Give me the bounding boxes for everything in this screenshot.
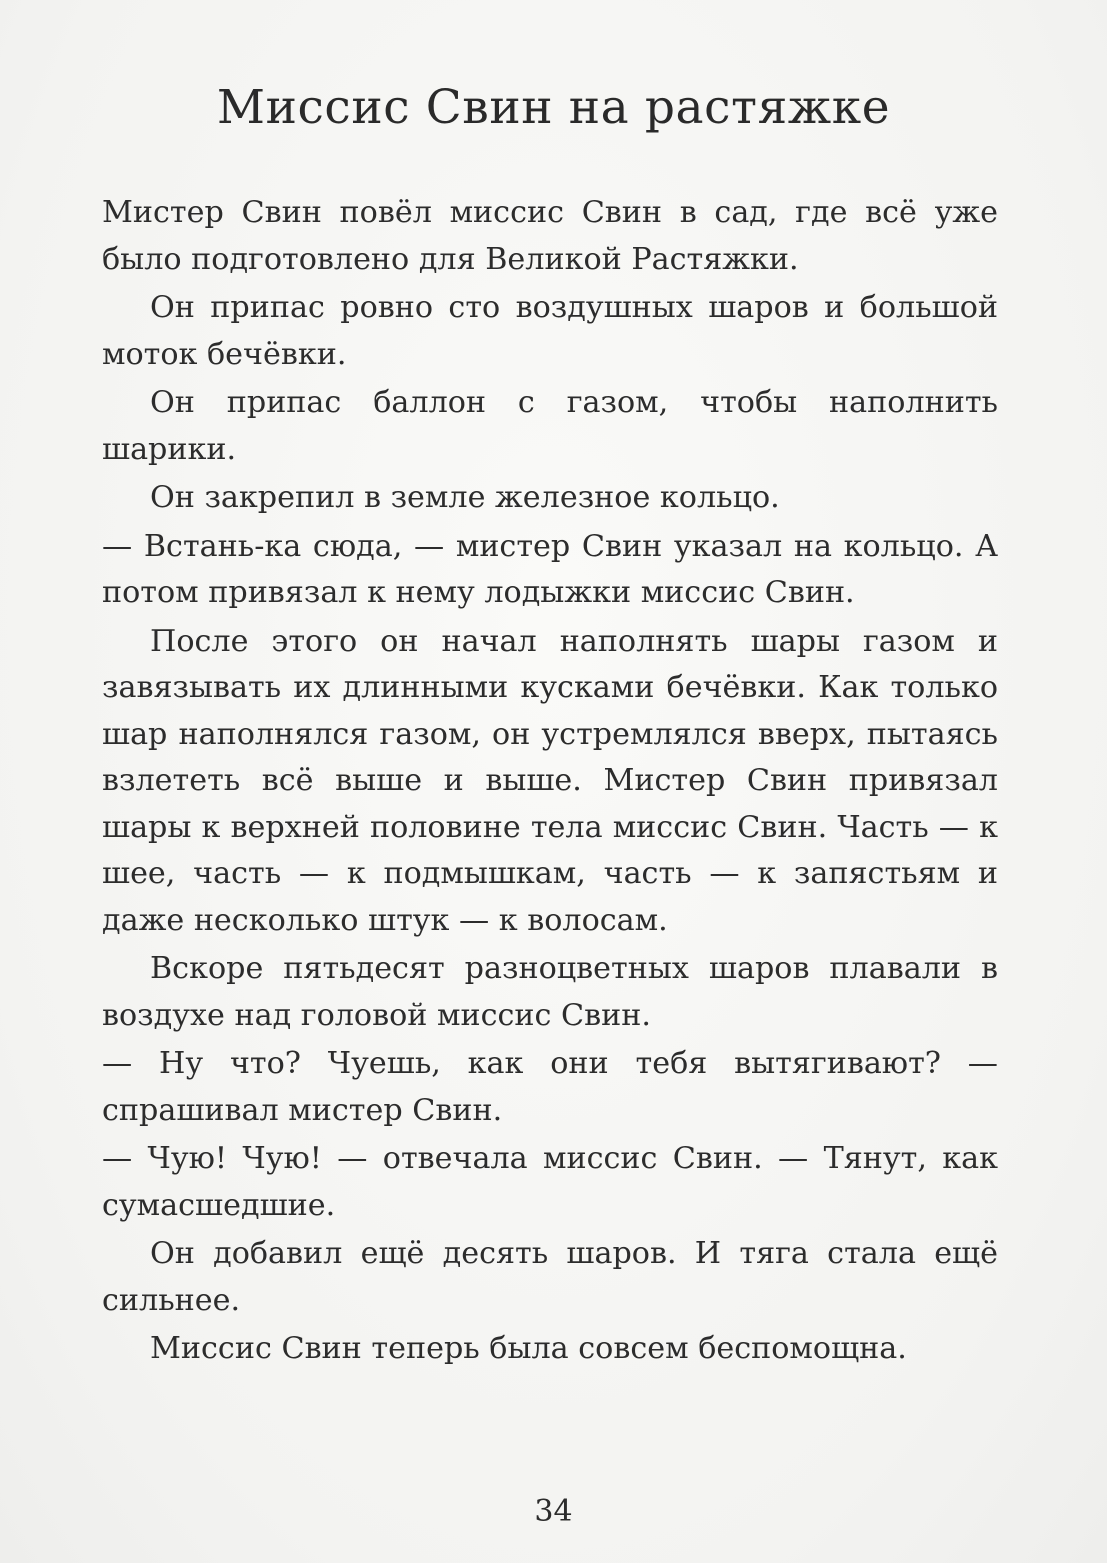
paragraph: Он добавил ещё десять шаров. И тяга стала ещё сильнее. (102, 1236, 998, 1318)
paragraph: Миссис Свин теперь была совсем беспомощна. (150, 1331, 907, 1366)
paragraph: После этого он начал наполнять шары газом и завязывать их длинными кусками бечёвки. Как только шар наполнялся газом, он устремлялся вверх, пытаясь взлететь всё выше и выше. Мистер Свин привязал шары к верхней половине тела миссис Свин. Часть — к шее, часть — к подмышкам, часть — к запястьям и даже несколько штук — к волосам. (102, 623, 998, 938)
paragraph: Вскоре пятьдесят разноцветных шаров плавали в воздухе над головой миссис Свин. (102, 951, 998, 1033)
paragraph: Он закрепил в земле железное кольцо. (150, 480, 780, 515)
paragraph: Мистер Свин повёл миссис Свин в сад, где всё уже было подготовлено для Великой Растяжки. (102, 195, 998, 277)
paragraph: Он припас ровно сто воздушных шаров и большой моток бечёвки. (102, 290, 998, 372)
body-text (102, 190, 998, 1373)
chapter-title: Миссис Свин на растяжке (216, 80, 891, 135)
dialogue-paragraph: — Чую! Чую! — отвечала миссис Свин. — Тянут, как сумасшедшие. (102, 1141, 998, 1223)
dialogue-paragraph: — Ну что? Чуешь, как они тебя вытягивают? — спрашивал мистер Свин. (102, 1046, 998, 1128)
dialogue-paragraph: — Встань-ка сюда, — мистер Свин указал на кольцо. А потом привязал к нему лодыжки миссис Свин. (102, 528, 998, 610)
paragraph: Он припас баллон с газом, чтобы наполнить шарики. (102, 385, 998, 467)
page-number: 34 (534, 1494, 573, 1529)
